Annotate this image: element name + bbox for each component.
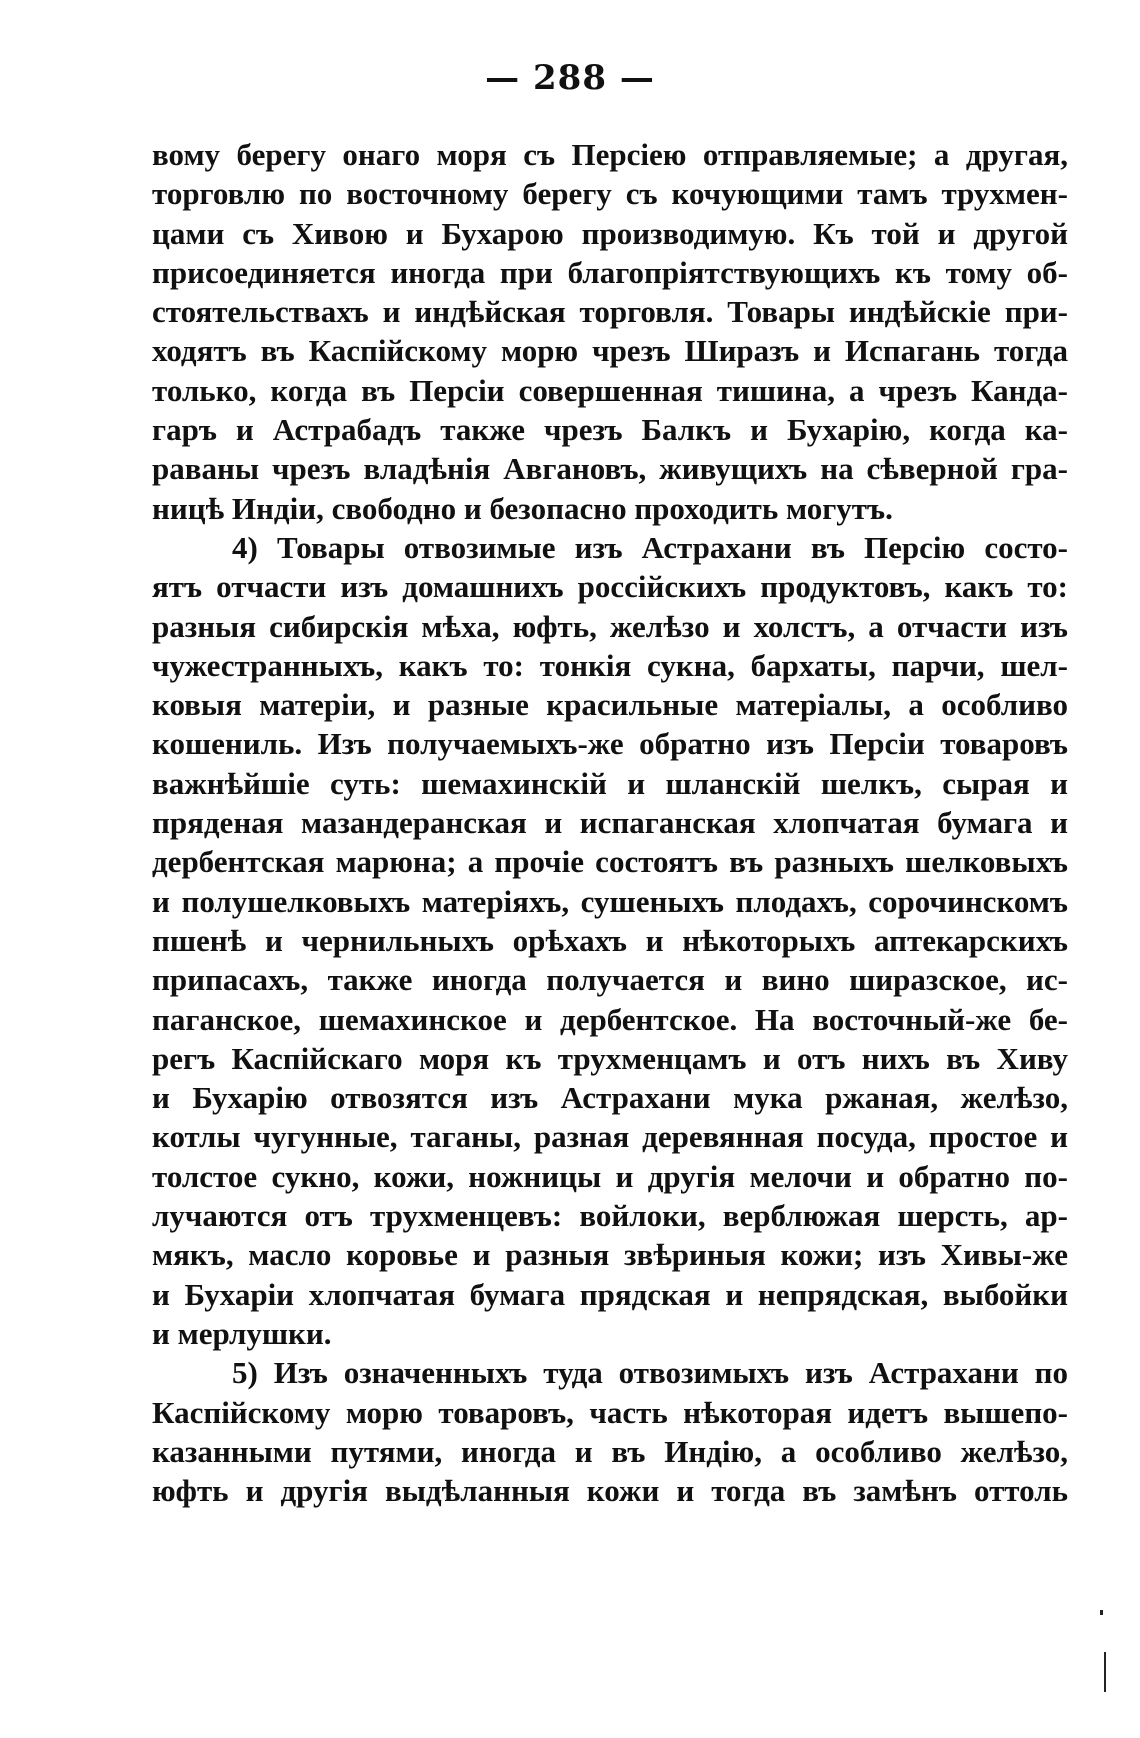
text-line: разныя сибирскія мѣха, юфть, желѣзо и холстъ, а отчасти изъ <box>152 608 1068 644</box>
text-line: толстое сукно, кожи, ножницы и другія мелочи и обратно по- <box>152 1158 1068 1194</box>
text-line: и Бухарію отвозятся изъ Астрахани мука ржаная, желѣзо, <box>152 1080 1068 1116</box>
text-line: вому берегу онаго моря съ Персіею отправляемые; а другая, <box>152 137 1068 172</box>
text-line: дербентская марюна; а прочіе состоятъ въ разныхъ шелковыхъ <box>152 844 1068 880</box>
text-line: важнѣйшіе суть: шемахинскій и шланскій шелкъ, сырая и <box>152 765 1068 801</box>
text-line: мякъ, масло коровье и разныя звѣриныя кожи; изъ Хивы-же <box>152 1237 1068 1273</box>
text-line: лучаются отъ трухменцевъ: войлоки, верблюжая шерсть, ар- <box>152 1198 1068 1234</box>
scan-edge-mark <box>1104 1652 1106 1692</box>
text-line: стоятельствахъ и индѣйская торговля. Товары индѣйскіе при- <box>152 294 1068 330</box>
text-line: регъ Каспійскаго моря къ трухменцамъ и отъ нихъ въ Хиву <box>152 1040 1068 1076</box>
text-line: пряденая мазандеранская и испаганская хлопчатая бумага и <box>152 805 1068 841</box>
text-line: 5) Изъ означенныхъ туда отвозимыхъ изъ Астрахани по <box>232 1355 1068 1391</box>
text-line: паганское, шемахинское и дербентское. На восточный-же бе- <box>152 1001 1068 1037</box>
text-line: гаръ и Астрабадъ также чрезъ Балкъ и Бухарію, когда ка- <box>152 412 1068 448</box>
scan-edge-mark <box>1100 1610 1103 1615</box>
text-line: чужестранныхъ, какъ то: тонкія сукна, бархаты, парчи, шел- <box>152 647 1068 683</box>
text-line: присоединяется иногда при благопріятствующихъ къ тому об- <box>152 254 1068 290</box>
text-line: котлы чугунные, таганы, разная деревянная посуда, простое и <box>152 1119 1068 1155</box>
body-text <box>152 135 1068 1510</box>
text-line: юфть и другія выдѣланныя кожи и тогда въ замѣнъ оттоль <box>152 1473 1068 1509</box>
text-line: 4) Товары отвозимые изъ Астрахани въ Персію состо- <box>232 529 1068 565</box>
text-line: и полушелковыхъ матеріяхъ, сушеныхъ плодахъ, сорочинскомъ <box>152 883 1068 919</box>
text-line: цами съ Хивою и Бухарою производимую. Къ той и другой <box>152 215 1068 251</box>
text-line: ковыя матеріи, и разные красильные матеріалы, а особливо <box>152 687 1068 723</box>
text-line: пшенѣ и чернильныхъ орѣхахъ и нѣкоторыхъ аптекарскихъ <box>152 922 1068 958</box>
text-line: казанными путями, иногда и въ Индію, а особливо желѣзо, <box>152 1433 1068 1469</box>
text-line: и Бухаріи хлопчатая бумага прядская и непрядская, выбойки <box>152 1276 1068 1312</box>
text-line: торговлю по восточному берегу съ кочующими тамъ трухмен- <box>152 176 1068 212</box>
text-line: только, когда въ Персіи совершенная тишина, а чрезъ Канда- <box>152 372 1068 408</box>
text-line: ницѣ Индіи, свободно и безопасно проходить могутъ. <box>152 490 893 526</box>
text-line: ятъ отчасти изъ домашнихъ россійскихъ продуктовъ, какъ то: <box>152 569 1068 605</box>
text-line: раваны чрезъ владѣнія Авгановъ, живущихъ на сѣверной гра- <box>152 451 1068 487</box>
text-line: ходятъ въ Каспійскому морю чрезъ Ширазъ и Испагань тогда <box>152 333 1068 369</box>
text-line: припасахъ, также иногда получается и вино ширазское, ис- <box>152 962 1068 998</box>
text-line: Каспійскому морю товаровъ, часть нѣкоторая идетъ вышепо- <box>152 1394 1068 1430</box>
page-number: — 288 — <box>485 58 655 98</box>
text-line: и мерлушки. <box>152 1315 332 1351</box>
text-line: кошениль. Изъ получаемыхъ-же обратно изъ Персіи товаровъ <box>152 726 1068 762</box>
